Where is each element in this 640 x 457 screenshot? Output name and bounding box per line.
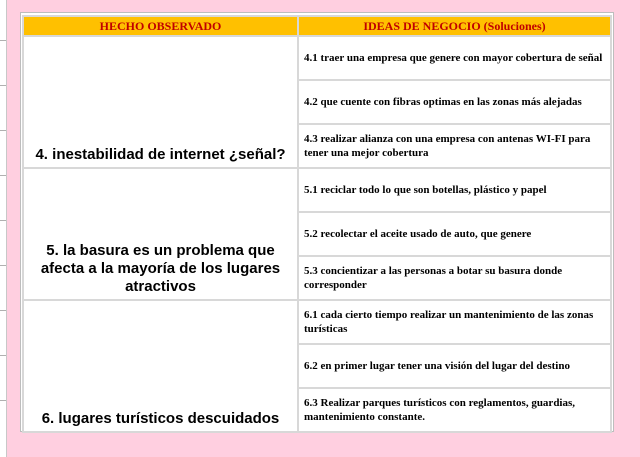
strip-tick — [0, 265, 6, 266]
idea-cell: 5.3 concientizar a las personas a botar su basura donde corresponder — [298, 256, 611, 300]
fact-cell: 4. inestabilidad de internet ¿señal? — [23, 36, 298, 168]
strip-tick — [0, 175, 6, 176]
header-fact: HECHO OBSERVADO — [23, 16, 298, 36]
strip-tick — [0, 40, 6, 41]
fact-cell: 5. la basura es un problema que afecta a la mayoría de los lugares atractivos — [23, 168, 298, 300]
idea-cell: 6.1 cada cierto tiempo realizar un mantenimiento de las zonas turísticas — [298, 300, 611, 344]
idea-cell: 5.1 reciclar todo lo que son botellas, plástico y papel — [298, 168, 611, 212]
page-left-strip — [0, 0, 7, 457]
strip-tick — [0, 85, 6, 86]
strip-tick — [0, 220, 6, 221]
idea-cell: 4.2 que cuente con fibras optimas en las zonas más alejadas — [298, 80, 611, 124]
idea-cell: 6.3 Realizar parques turísticos con reglamentos, guardias, mantenimiento constante. — [298, 388, 611, 432]
table-row — [23, 168, 611, 212]
header-ideas: IDEAS DE NEGOCIO (Soluciones) — [298, 16, 611, 36]
strip-tick — [0, 400, 6, 401]
strip-tick — [0, 355, 6, 356]
strip-tick — [0, 310, 6, 311]
fact-cell: 6. lugares turísticos descuidados — [23, 300, 298, 432]
table-header-row — [23, 16, 611, 36]
table-row — [23, 300, 611, 344]
idea-cell: 6.2 en primer lugar tener una visión del lugar del destino — [298, 344, 611, 388]
table-row — [23, 36, 611, 80]
idea-cell: 4.3 realizar alianza con una empresa con antenas WI-FI para tener una mejor cobertura — [298, 124, 611, 168]
business-ideas-table — [22, 15, 612, 433]
strip-tick — [0, 130, 6, 131]
idea-cell: 5.2 recolectar el aceite usado de auto, que genere — [298, 212, 611, 256]
idea-cell: 4.1 traer una empresa que genere con mayor cobertura de señal — [298, 36, 611, 80]
